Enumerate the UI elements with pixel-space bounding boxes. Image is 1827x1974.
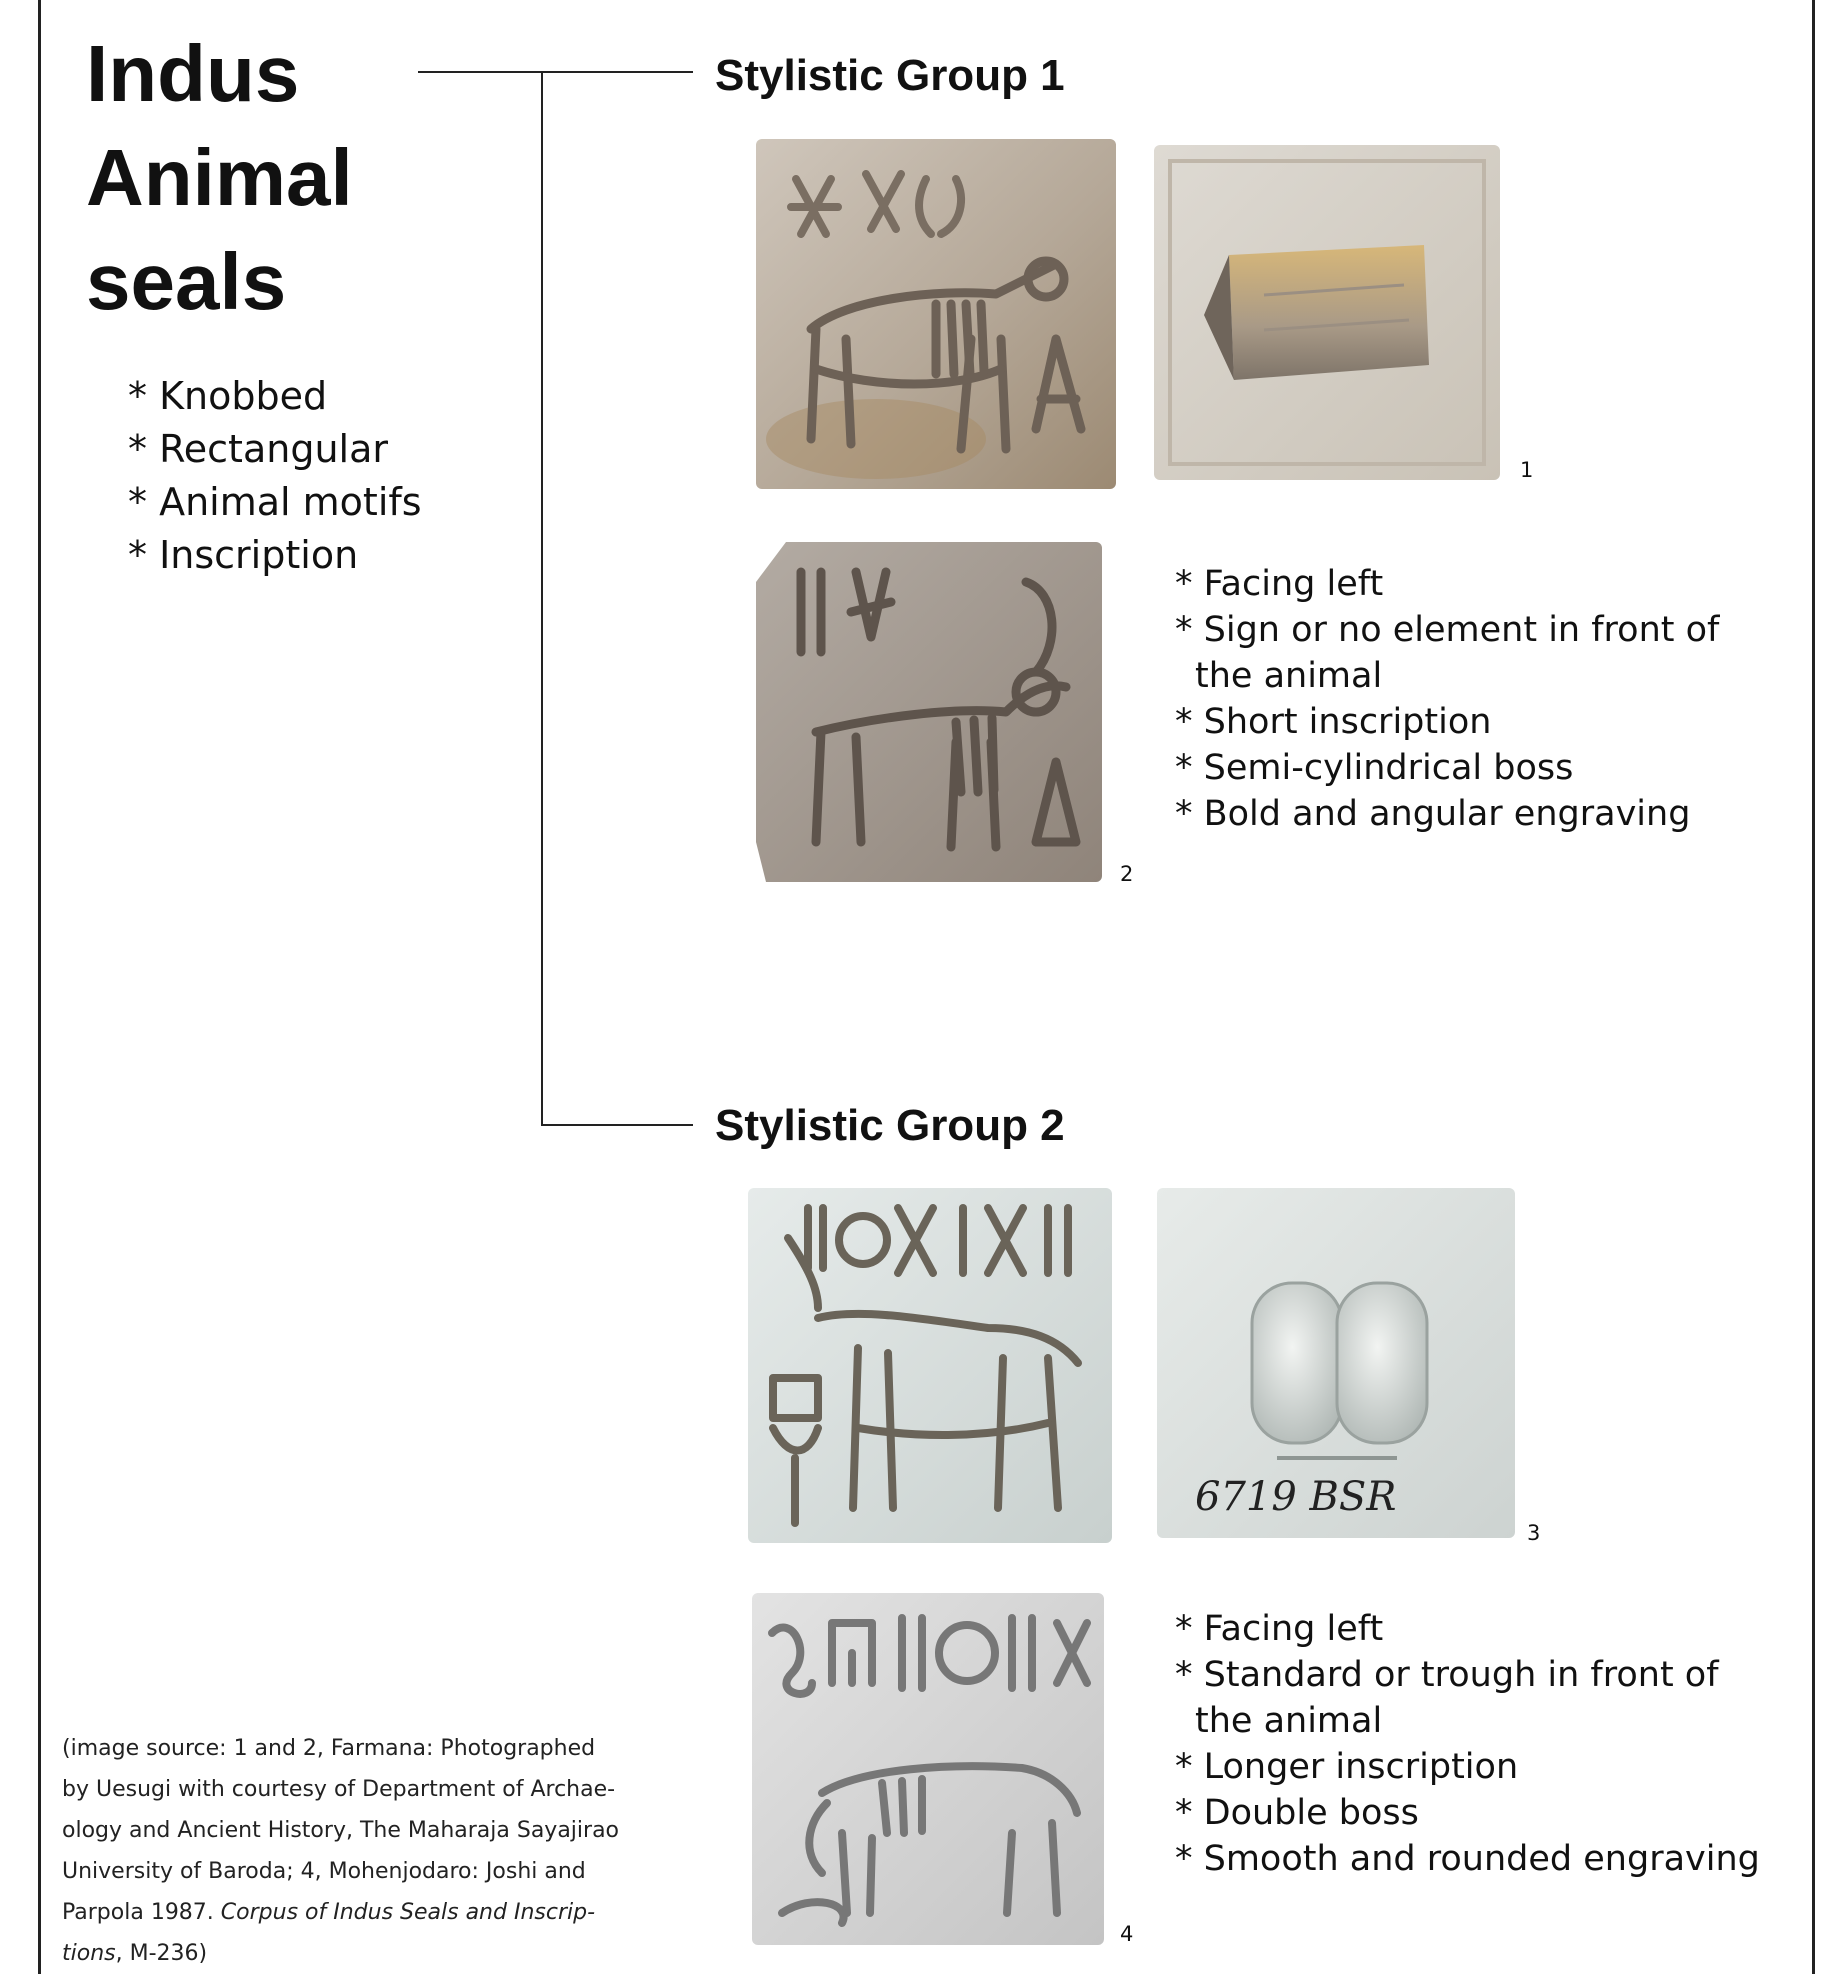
feature-item: * Rectangular — [128, 427, 388, 471]
caption-book-title: Corpus of Indus Seals and Inscrip- — [220, 1900, 596, 1925]
connector-group-2 — [541, 1124, 693, 1126]
image-source-caption — [62, 1728, 672, 1974]
feature-item: * Animal motifs — [128, 480, 422, 524]
feature-item: * Knobbed — [128, 374, 328, 418]
trait-item: * Facing left — [1175, 1609, 1384, 1649]
group-2-traits — [1175, 1606, 1760, 1882]
title-line: Animal — [86, 133, 353, 222]
figure-number: 4 — [1120, 1922, 1134, 1946]
trait-item: * Smooth and rounded engraving — [1175, 1839, 1760, 1879]
trait-item: * Semi-cylindrical boss — [1175, 748, 1574, 788]
trait-item: * Double boss — [1175, 1793, 1419, 1833]
seal-3-face-photo — [748, 1188, 1112, 1543]
seal-2-face-photo — [756, 542, 1102, 882]
trait-item: * Bold and angular engraving — [1175, 794, 1691, 834]
caption-line: ology and Ancient History, The Maharaja Sayajirao — [62, 1818, 620, 1843]
seal-feature-list — [128, 370, 422, 582]
figure-number: 3 — [1527, 1521, 1541, 1545]
title-line: seals — [86, 237, 287, 326]
trait-item: the animal — [1195, 656, 1383, 696]
trait-item: * Short inscription — [1175, 702, 1492, 742]
caption-book-title: tions — [62, 1941, 116, 1966]
caption-line: University of Baroda; 4, Mohenjodaro: Joshi and — [62, 1859, 586, 1884]
group-2-title: Stylistic Group 2 — [715, 1101, 1065, 1150]
trait-item: * Facing left — [1175, 564, 1384, 604]
caption-text: , M-236) — [115, 1941, 208, 1966]
figure-number: 1 — [1520, 458, 1534, 482]
figure-number: 2 — [1120, 862, 1134, 886]
feature-item: * Inscription — [128, 533, 359, 577]
group-1-title: Stylistic Group 1 — [715, 51, 1065, 100]
trait-item: * Standard or trough in front of — [1175, 1655, 1719, 1695]
connector-title — [418, 71, 693, 73]
connector-trunk — [541, 71, 543, 1126]
title-line: Indus — [86, 29, 300, 118]
seal-3-back-photo — [1157, 1188, 1515, 1538]
caption-line: (image source: 1 and 2, Farmana: Photographed — [62, 1736, 596, 1761]
seal-4-impression-photo — [752, 1593, 1104, 1945]
trait-item: * Sign or no element in front of — [1175, 610, 1720, 650]
caption-line: by Uesugi with courtesy of Department of Archae- — [62, 1777, 616, 1802]
page-border-left — [38, 0, 41, 1974]
seal-1-face-photo — [756, 139, 1116, 489]
caption-text: Parpola 1987. — [62, 1900, 221, 1925]
seal-1-back-photo — [1154, 145, 1500, 480]
trait-item: * Longer inscription — [1175, 1747, 1519, 1787]
page-title — [86, 22, 353, 334]
trait-item: the animal — [1195, 1701, 1383, 1741]
page-border-right — [1812, 0, 1815, 1974]
group-1-traits — [1175, 561, 1719, 837]
seal-3-back-inscription: 6719 BSR — [1195, 1474, 1397, 1520]
